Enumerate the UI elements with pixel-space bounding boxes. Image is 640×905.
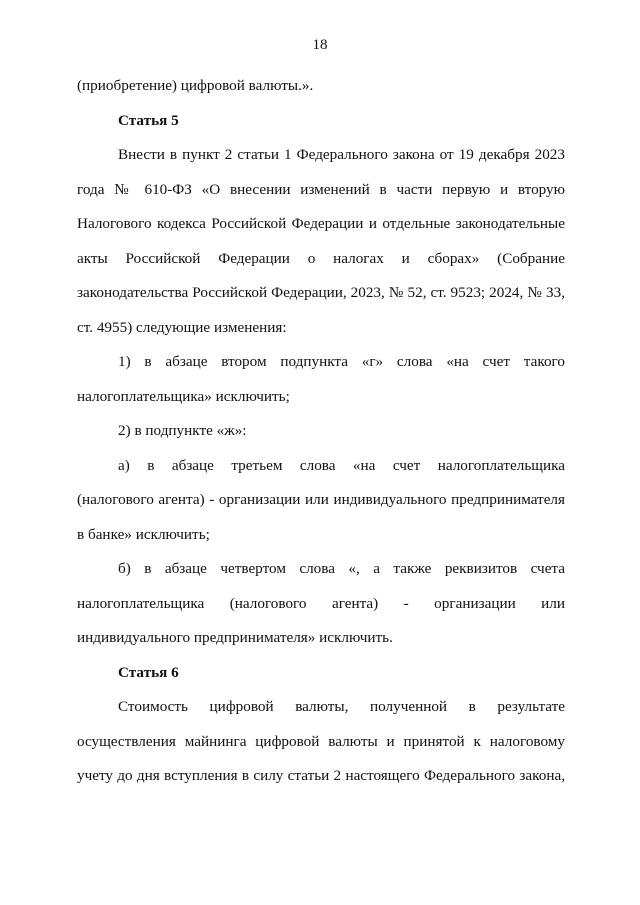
text-line: (налогового агента) - организации или индивидуального предпринимателя xyxy=(77,491,565,508)
text-line: ст. 4955) следующие изменения: xyxy=(77,318,287,336)
text-line: (приобретение) цифровой валюты.». xyxy=(77,77,314,94)
text-line: законодательства Российской Федерации, 2023, № 52, ст. 9523; 2024, № 33, xyxy=(77,284,565,301)
page-number: 18 xyxy=(312,37,328,53)
text-line: учету до дня вступления в силу статьи 2 настоящего Федерального закона, xyxy=(77,767,565,784)
text-line: Стоимость цифровой валюты, полученной в результате xyxy=(118,698,565,715)
text-line: 1) в абзаце втором подпункта «г» слова «на счет такого xyxy=(118,353,565,370)
document-body xyxy=(77,69,565,794)
text-line: Налогового кодекса Российской Федерации и отдельные законодательные xyxy=(77,215,565,232)
text-line: а) в абзаце третьем слова «на счет налогоплательщика xyxy=(118,456,565,474)
text-line: 2) в подпункте «ж»: xyxy=(118,422,247,439)
text-line: осуществления майнинга цифровой валюты и принятой к налоговому xyxy=(77,732,565,750)
text-line: в банке» исключить; xyxy=(77,525,210,543)
text-line: года № 610-ФЗ «О внесении изменений в части первую и вторую xyxy=(77,180,565,198)
text-line: индивидуального предпринимателя» исключить. xyxy=(77,629,393,646)
text-line: налогоплательщика (налогового агента) - организации или xyxy=(77,594,565,612)
text-line: Внести в пункт 2 статьи 1 Федерального закона от 19 декабря 2023 xyxy=(118,146,565,163)
text-line: акты Российской Федерации о налогах и сборах» (Собрание xyxy=(77,249,565,267)
text-line: б) в абзаце четвертом слова «, а также реквизитов счета xyxy=(118,560,565,577)
article-6-heading: Статья 6 xyxy=(118,663,179,681)
text-line: налогоплательщика» исключить; xyxy=(77,387,290,405)
article-5-heading: Статья 5 xyxy=(118,111,179,129)
